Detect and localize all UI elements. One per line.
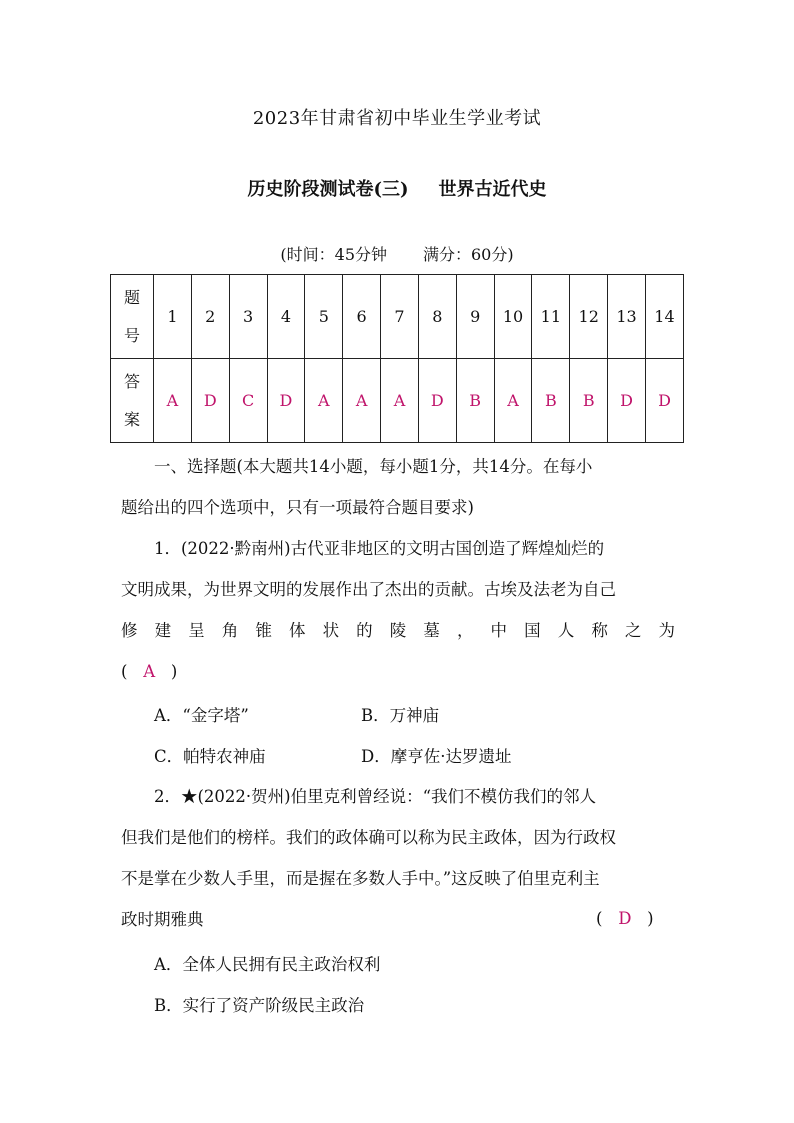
- q1-answer: A: [143, 662, 156, 681]
- answer-cell: D: [267, 359, 305, 443]
- q2-answer-paren: ( D ): [596, 909, 654, 928]
- q1-answer-paren: ( A ): [121, 662, 178, 681]
- answer-cell: A: [154, 359, 192, 443]
- row-header-number: 题 号: [111, 275, 154, 359]
- question-number-cell: 8: [418, 275, 456, 359]
- q1-option-a: A．“金字塔”: [154, 706, 249, 725]
- subtitle-topic: 世界古近代史: [438, 179, 547, 200]
- q1-option-c: C．帕特农神庙: [154, 747, 266, 766]
- question-number-cell: 6: [343, 275, 381, 359]
- section-heading-line2: 题给出的四个选项中，只有一项最符合题目要求): [121, 498, 474, 517]
- answer-cell: A: [305, 359, 343, 443]
- exam-meta: [0, 242, 794, 265]
- q1-option-d: D．摩亨佐·达罗遗址: [361, 747, 512, 766]
- answer-cell: A: [494, 359, 532, 443]
- question-number-cell: 12: [570, 275, 608, 359]
- q2-option-b: B．实行了资产阶级民主政治: [154, 996, 365, 1015]
- q2-option-a: A．全体人民拥有民主政治权利: [154, 955, 381, 974]
- full-score: 满分：60分): [423, 245, 514, 264]
- question-number-cell: 10: [494, 275, 532, 359]
- answer-cell: D: [191, 359, 229, 443]
- answer-cell: B: [570, 359, 608, 443]
- question-number-cell: 13: [608, 275, 646, 359]
- question-number-cell: 2: [191, 275, 229, 359]
- q1-line1: 1．(2022·黔南州)古代亚非地区的文明古国创造了辉煌灿烂的: [154, 539, 605, 558]
- q1-line3: 修建呈角锥体状的陵墓，中国人称之为: [121, 621, 675, 640]
- q2-line2: 但我们是他们的榜样。我们的政体确可以称为民主政体，因为行政权: [121, 828, 616, 847]
- question-number-cell: 3: [229, 275, 267, 359]
- paper-subtitle: [0, 175, 794, 201]
- q2-line1: 2．★(2022·贺州)伯里克利曾经说：“我们不模仿我们的邻人: [154, 787, 597, 806]
- answer-row: [111, 359, 684, 443]
- exam-title: 2023年甘肃省初中毕业生学业考试: [252, 108, 542, 129]
- question-number-cell: 7: [381, 275, 419, 359]
- question-number-row: [111, 275, 684, 359]
- q2-line3: 不是掌在少数人手里，而是握在多数人手中。”这反映了伯里克利主: [121, 869, 600, 888]
- answer-cell: D: [645, 359, 683, 443]
- answer-cell: B: [532, 359, 570, 443]
- question-number-cell: 14: [645, 275, 683, 359]
- subtitle-test-name: 历史阶段测试卷(三): [247, 179, 409, 200]
- answer-cell: B: [456, 359, 494, 443]
- question-number-cell: 4: [267, 275, 305, 359]
- question-number-cell: 11: [532, 275, 570, 359]
- answer-cell: D: [418, 359, 456, 443]
- answer-cell: D: [608, 359, 646, 443]
- section-heading-line1: 一、选择题(本大题共14小题，每小题1分，共14分。在每小: [154, 457, 593, 476]
- question-number-cell: 5: [305, 275, 343, 359]
- answer-cell: A: [343, 359, 381, 443]
- answer-cell: A: [381, 359, 419, 443]
- q1-option-b: B．万神庙: [361, 706, 440, 725]
- row-header-answer: 答 案: [111, 359, 154, 443]
- q1-line2: 文明成果，为世界文明的发展作出了杰出的贡献。古埃及法老为自己: [121, 580, 616, 599]
- answer-table: [110, 274, 684, 443]
- question-number-cell: 1: [154, 275, 192, 359]
- question-number-cell: 9: [456, 275, 494, 359]
- q2-line4: 政时期雅典: [121, 910, 204, 929]
- answer-cell: C: [229, 359, 267, 443]
- q2-answer: D: [618, 909, 632, 928]
- time-limit: (时间：45分钟: [280, 245, 387, 264]
